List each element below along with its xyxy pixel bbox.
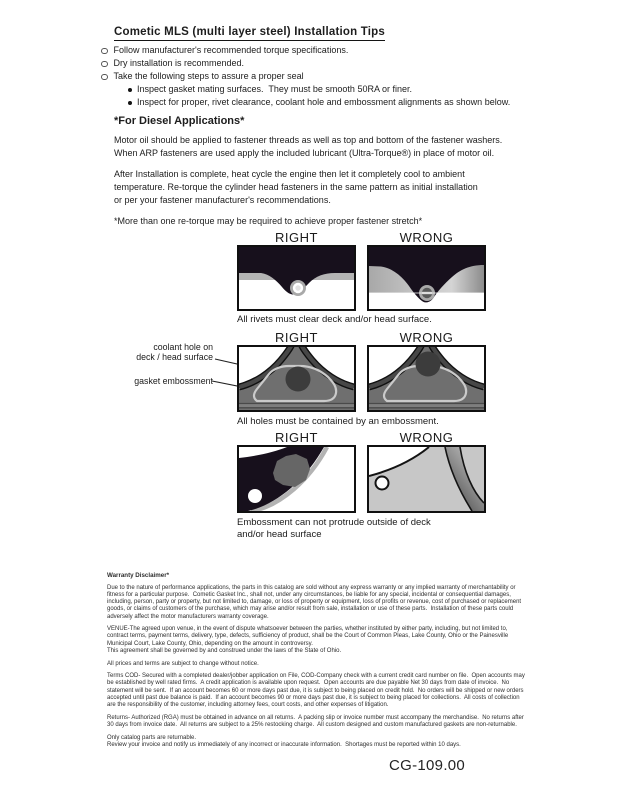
note-text: *More than one re-torque may be required to achieve proper fastener stretch* [114,216,423,226]
list-item [101,57,510,70]
paragraph [114,134,534,160]
disclaimer-text: VENUE-The agreed upon venue, in the event of dispute whatsoever between the parties, whether instituted by either party, including, but not limited to, contract terms, payment terms, delivery, type, defects, sufficiency of product, shall be the Court of Common Pleas, Lake County, Ohio or the Painesville Municipal Court, Lake County, Ohio, depending on the amount in controversy. [107,626,510,647]
paragraph-line: Motor oil should be applied to fastener threads as well as top and bottom of the fastener washers. [114,135,503,145]
page-title: Cometic MLS (multi layer steel) Installation Tips [114,26,385,41]
figure3-wrong-label: WRONG [399,430,454,445]
gasket-embossment-annotation [112,376,213,386]
disclaimer-text: Returns- Authorized (RGA) must be obtained in advance on all returns. A packing slip or invoice number must accompany the merchandise. No returns after 30 days from invoice date. All returns are subject to a 25% restocking charge. All custom designed and custom manufactured gaskets are non-returnable. [107,714,526,728]
figure3-caption [237,517,467,540]
disclaimer-paragraph [107,585,528,621]
coolant-hole-annotation [112,342,213,362]
list-item-text: Follow manufacturer's recommended torque specifications. [113,45,349,55]
list-item [101,70,510,83]
figure1-right-label: RIGHT [275,230,318,245]
paragraph-line: temperature. Re-torque the cylinder head fasteners in the same pattern as initial installation [114,182,478,192]
list-item-text: Dry installation is recommended. [113,58,245,68]
figure3-right-panel [237,445,356,513]
disclaimer-paragraph [107,735,528,749]
warranty-disclaimer-section [107,572,528,755]
figure3-right-label: RIGHT [275,430,318,445]
figure1-wrong-label: WRONG [399,230,454,245]
circle-bullet-icon [101,48,108,55]
disclaimer-paragraph [107,626,528,655]
list-item-text: Inspect for proper, rivet clearance, coolant hole and embossment alignments as shown below. [137,97,511,107]
coolant-hole-wrong-diagram [369,347,484,410]
disclaimer-paragraph [107,661,528,668]
circle-bullet-icon [101,74,108,81]
annotation-line: coolant hole on [153,342,213,352]
list-item [128,83,510,96]
annotation-line: deck / head surface [136,352,213,362]
tips-list [101,44,510,109]
disclaimer-text: All prices and terms are subject to change without notice. [107,660,259,667]
figure1-wrong-panel [367,245,486,311]
rivet-clearance-wrong-diagram [369,247,484,309]
disclaimer-paragraph [107,715,528,729]
figure1-caption: All rivets must clear deck and/or head surface. [237,314,432,325]
paragraph [114,168,534,207]
embossment-wrong-diagram [369,447,484,511]
list-item [101,44,510,57]
paragraph-line: When ARP fasteners are used apply the included lubricant (Ultra-Torque®) in place of motor oil. [114,148,495,158]
disclaimer-text: Review your invoice and notify us immediately of any incorrect or inaccurate information. Shortages must be reported within 10 days. [107,741,461,748]
figure3-wrong-panel [367,445,486,513]
disclaimer-text: This agreement shall be governed by and construed under the laws of the State of Ohio. [107,647,342,654]
section-heading: *For Diesel Applications* [114,115,245,127]
figure2-caption: All holes must be contained by an embossment. [237,416,439,427]
disclaimer-text: Terms COD- Secured with a completed dealer/jobber application on File, COD-Company check with a current credit card number on file. Open accounts may be established by well rated firms. A credit application is available upon request. Open accounts are due payable Net 30 days from date of invoice. No statement will be sent. If an account becomes 60 or more days past due, it is subject to being placed on credit hold. No orders will be shipped or new orders accepted until past due balance is paid. If an account becomes 90 or more days past due, it is subject to being placed for collections. All costs of collection are the responsibility of the customer, including attorney fees, court costs, and other expenses of litigation. [107,673,527,709]
list-item-text: Inspect gasket mating surfaces. They must be smooth 50RA or finer. [137,84,412,94]
list-item [128,96,510,109]
annotation-line: gasket embossment [134,376,213,386]
figure2-wrong-label: WRONG [399,330,454,345]
disclaimer-text: Due to the nature of performance applications, the parts in this catalog are sold without any express warranty or any implied warranty of merchantability or fitness for a particular purpose. Cometic Gasket Inc., shall not, under any circumstances, be liable for any special, incidental or consequential damages, including, person, party or property, but not limited to, damage, or loss of property or equipment, loss of profits or revenue, cost of purchased or replacement goods, or claims of customers of the purchase, which may arise and/or result from sale, installation or use of these parts. Installation of these parts could adversely affect the motor manufacturers warranty coverage. [107,584,523,620]
page-code: CG-109.00 [389,757,466,774]
disclaimer-paragraph [107,673,528,709]
coolant-hole-right-diagram [239,347,354,410]
caption-line: Embossment can not protrude outside of deck [237,517,431,528]
embossment-right-diagram [239,447,354,511]
caption-line: and/or head surface [237,528,322,540]
paragraph-line: or per your fastener manufacturer's recommendations. [114,195,331,205]
diesel-section [114,115,534,236]
figure2-right-label: RIGHT [275,330,318,345]
disclaimer-text: Only catalog parts are returnable. [107,734,197,741]
figure2-right-panel [237,345,356,412]
dot-bullet-icon [128,101,132,105]
figure1-right-panel [237,245,356,311]
paragraph-line: After Installation is complete, heat cycle the engine then let it completely cool to ambient [114,169,465,179]
rivet-clearance-right-diagram [239,247,354,309]
dot-bullet-icon [128,88,132,92]
list-item-text: Take the following steps to assure a proper seal [113,71,304,81]
circle-bullet-icon [101,61,108,68]
figure2-wrong-panel [367,345,486,412]
disclaimer-heading: Warranty Disclaimer* [107,572,170,579]
